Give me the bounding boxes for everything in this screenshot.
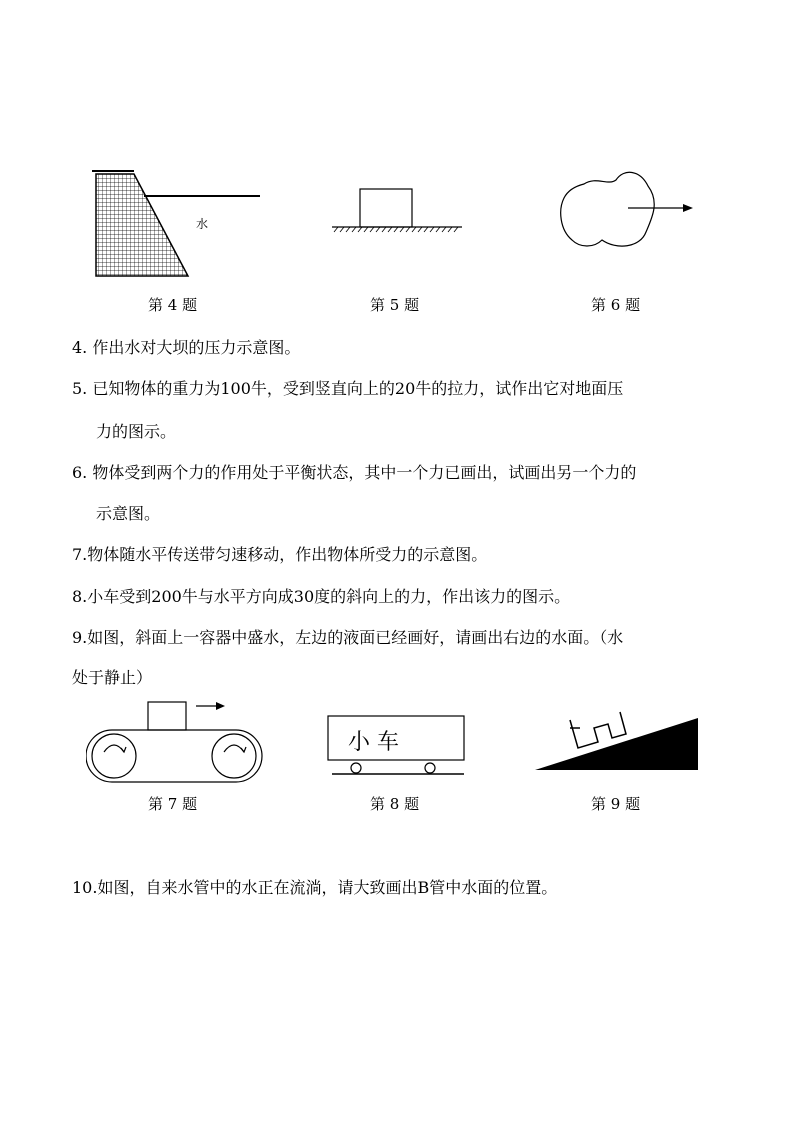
- right-roller: [212, 734, 256, 778]
- question-6-line-1: 6. 物体受到两个力的作用处于平衡状态，其中一个力已画出，试画出另一个力的: [72, 463, 637, 482]
- belt-right-end: [236, 730, 262, 782]
- figure-7-conveyor: [86, 698, 266, 788]
- question-6-line-2: 示意图。: [96, 504, 161, 523]
- question-5-line-2: 力的图示。: [96, 422, 177, 441]
- incline: [535, 718, 698, 770]
- container: [570, 712, 626, 748]
- dam-body: [96, 174, 188, 276]
- question-9-line-2: 处于静止）: [72, 668, 153, 687]
- block: [360, 189, 412, 227]
- question-10: 10.如图，自来水管中的水正在流淌，请大致画出B管中水面的位置。: [72, 878, 558, 897]
- question-8: 8.小车受到200牛与水平方向成30度的斜向上的力，作出该力的图示。: [72, 587, 571, 606]
- question-5-line-1: 5. 已知物体的重力为100牛，受到竖直向上的20牛的拉力，试作出它对地面压: [72, 379, 624, 398]
- caption-fig-5: 第 5 题: [370, 296, 420, 314]
- water-label: 水: [196, 217, 209, 231]
- left-roller: [92, 734, 136, 778]
- cart-label: 小 车: [348, 730, 399, 755]
- figure-4-dam: [86, 162, 266, 284]
- irregular-object: [561, 172, 654, 246]
- force-arrow-head: [683, 204, 693, 212]
- caption-fig-9: 第 9 题: [591, 795, 641, 813]
- cart-wheel-left: [351, 763, 361, 773]
- figure-5-block: [330, 184, 464, 236]
- caption-fig-8: 第 8 题: [370, 795, 420, 813]
- question-7: 7.物体随水平传送带匀速移动，作出物体所受力的示意图。: [72, 545, 488, 564]
- caption-fig-6: 第 6 题: [591, 296, 641, 314]
- belt-left-end: [86, 730, 112, 782]
- cart-wheel-right: [425, 763, 435, 773]
- caption-fig-7: 第 7 题: [148, 795, 198, 813]
- motion-arrow-head: [216, 702, 225, 710]
- figure-8-cart: [324, 712, 470, 782]
- figure-9-slope: [532, 708, 702, 776]
- box-on-belt: [148, 702, 186, 730]
- question-4: 4. 作出水对大坝的压力示意图。: [72, 338, 301, 357]
- figure-6-object: [556, 166, 698, 252]
- ground-hatching: [334, 227, 458, 232]
- question-9-line-1: 9.如图，斜面上一容器中盛水，左边的液面已经画好，请画出右边的水面。（水: [72, 628, 624, 647]
- caption-fig-4: 第 4 题: [148, 296, 198, 314]
